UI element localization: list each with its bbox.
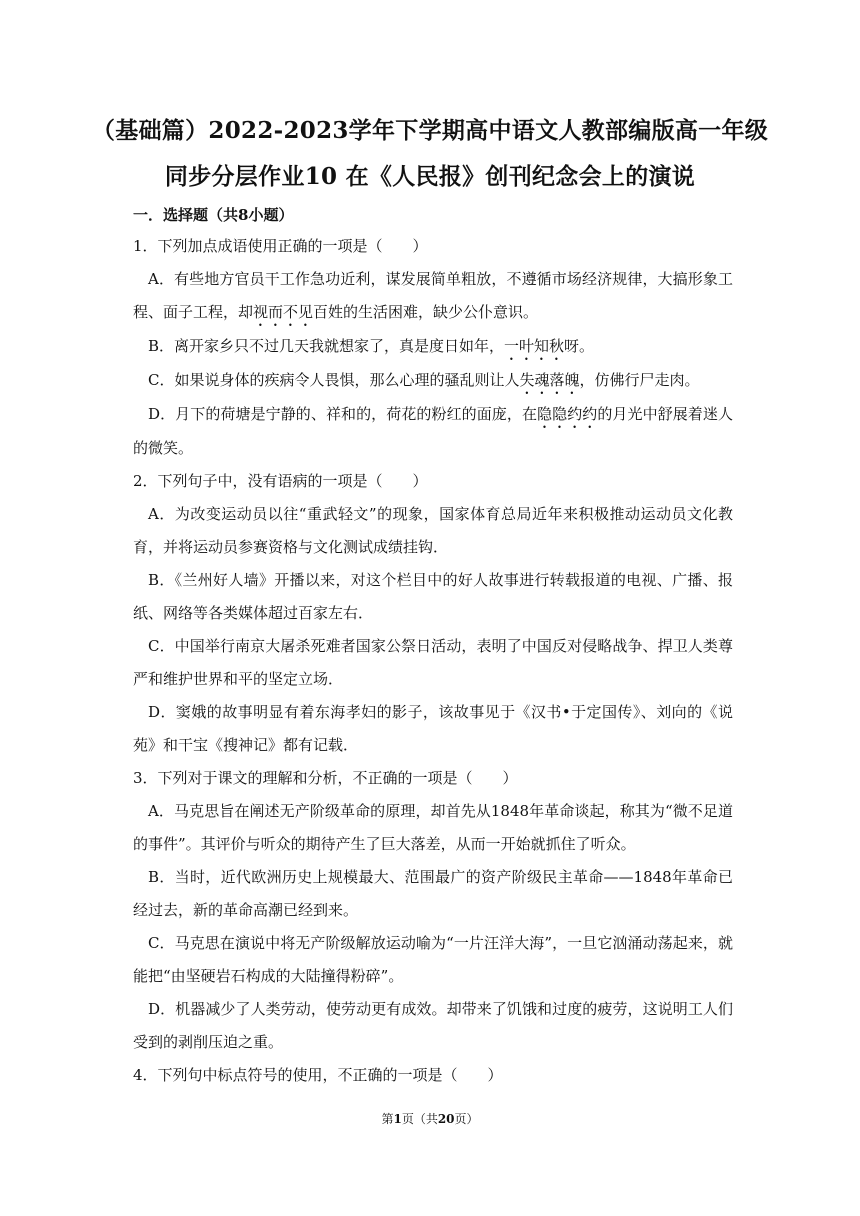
- question-list: [133, 230, 733, 1092]
- dotted-idiom: 视而不见: [253, 303, 314, 321]
- question-2-option-d: D．窦娥的故事明显有着东海孝妇的影子，该故事见于《汉书•于定国传》、刘向的《说苑》和干宝《搜神记》都有记载．: [133, 703, 733, 754]
- question-4-stem: 4．下列句中标点符号的使用，不正确的一项是（ ）: [133, 1066, 503, 1084]
- question-1-stem: 1．下列加点成语使用正确的一项是（ ）: [133, 237, 428, 255]
- question-1-option-b: [133, 330, 733, 364]
- question-3-option-d: D．机器减少了人类劳动，使劳动更有成效。却带来了饥饿和过度的疲劳，这说明工人们受到的剥削压迫之重。: [133, 1000, 733, 1051]
- total-pages: 20: [437, 1112, 455, 1126]
- section-heading: 一．选择题（共8小题）: [133, 206, 294, 224]
- option-text: C．如果说身体的疾病令人畏惧，那么心理的骚乱则让人: [148, 371, 520, 389]
- option-text: B．离开家乡只不过几天我就想家了，真是度日如年，: [148, 337, 505, 355]
- document-title-line2: 同步分层作业10 在《人民报》创刊纪念会上的演说: [164, 163, 696, 190]
- option-text: 百姓的生活困难，缺少公仆意识。: [313, 303, 539, 321]
- question-3-option-b: B．当时，近代欧洲历史上规模最大、范围最广的资产阶级民主革命——1848年革命已经过去，新的革命高潮已经到来。: [133, 868, 733, 919]
- question-2-option-a: A．为改变运动员以往“重武轻文”的现象，国家体育总局近年来积极推动运动员文化教育，并将运动员参赛资格与文化测试成绩挂钩．: [133, 505, 733, 556]
- question-1-option-c: [133, 364, 733, 398]
- footer-text: 第: [381, 1112, 394, 1126]
- question-3-stem: 3．下列对于课文的理解和分析，不正确的一项是（ ）: [133, 769, 518, 787]
- dotted-idiom: 失魂落魄: [519, 371, 580, 389]
- question-2-option-c: C．中国举行南京大屠杀死难者国家公祭日活动，表明了中国反对侵略战争、捍卫人类尊严和维护世界和平的坚定立场．: [133, 637, 733, 688]
- option-text: D．月下的荷塘是宁静的、祥和的，荷花的粉红的面庞，在: [148, 405, 538, 423]
- question-3-option-a: A．马克思旨在阐述无产阶级革命的原理，却首先从1848年革命谈起，称其为“微不足道的事件”。其评价与听众的期待产生了巨大落差，从而一开始就抓住了听众。: [133, 802, 733, 853]
- question-1-option-a: [133, 263, 733, 330]
- question-2-option-b: B．《兰州好人墙》开播以来，对这个栏目中的好人故事进行转载报道的电视、广播、报纸、网络等各类媒体超过百家左右．: [133, 571, 733, 622]
- question-2-stem: 2．下列句子中，没有语病的一项是（ ）: [133, 472, 428, 490]
- dotted-idiom: 隐隐约约: [537, 405, 598, 423]
- question-1-option-d: [133, 398, 733, 465]
- page-footer: [0, 1110, 860, 1127]
- option-text: ，仿佛行尸走肉。: [579, 371, 700, 389]
- dotted-idiom: 一叶知秋: [504, 337, 565, 355]
- option-text: 呀。: [564, 337, 595, 355]
- option-text: 的月光中舒展着迷人的微笑。: [133, 405, 733, 457]
- option-text: A．有些地方官员干工作急功近利，谋发展简单粗放，不遵循市场经济规律，大搞形象工程、面子工程，却: [133, 270, 733, 321]
- footer-text: 页）: [454, 1112, 479, 1126]
- document-title-line1: （基础篇）2022-2023学年下学期高中语文人教部编版高一年级: [91, 117, 769, 144]
- page-number: 1: [393, 1112, 402, 1126]
- footer-text: 页（共: [401, 1112, 438, 1126]
- question-3-option-c: C．马克思在演说中将无产阶级解放运动喻为“一片汪洋大海”，一旦它汹涌动荡起来，就能把“由坚硬岩石构成的大陆撞得粉碎”。: [133, 934, 733, 985]
